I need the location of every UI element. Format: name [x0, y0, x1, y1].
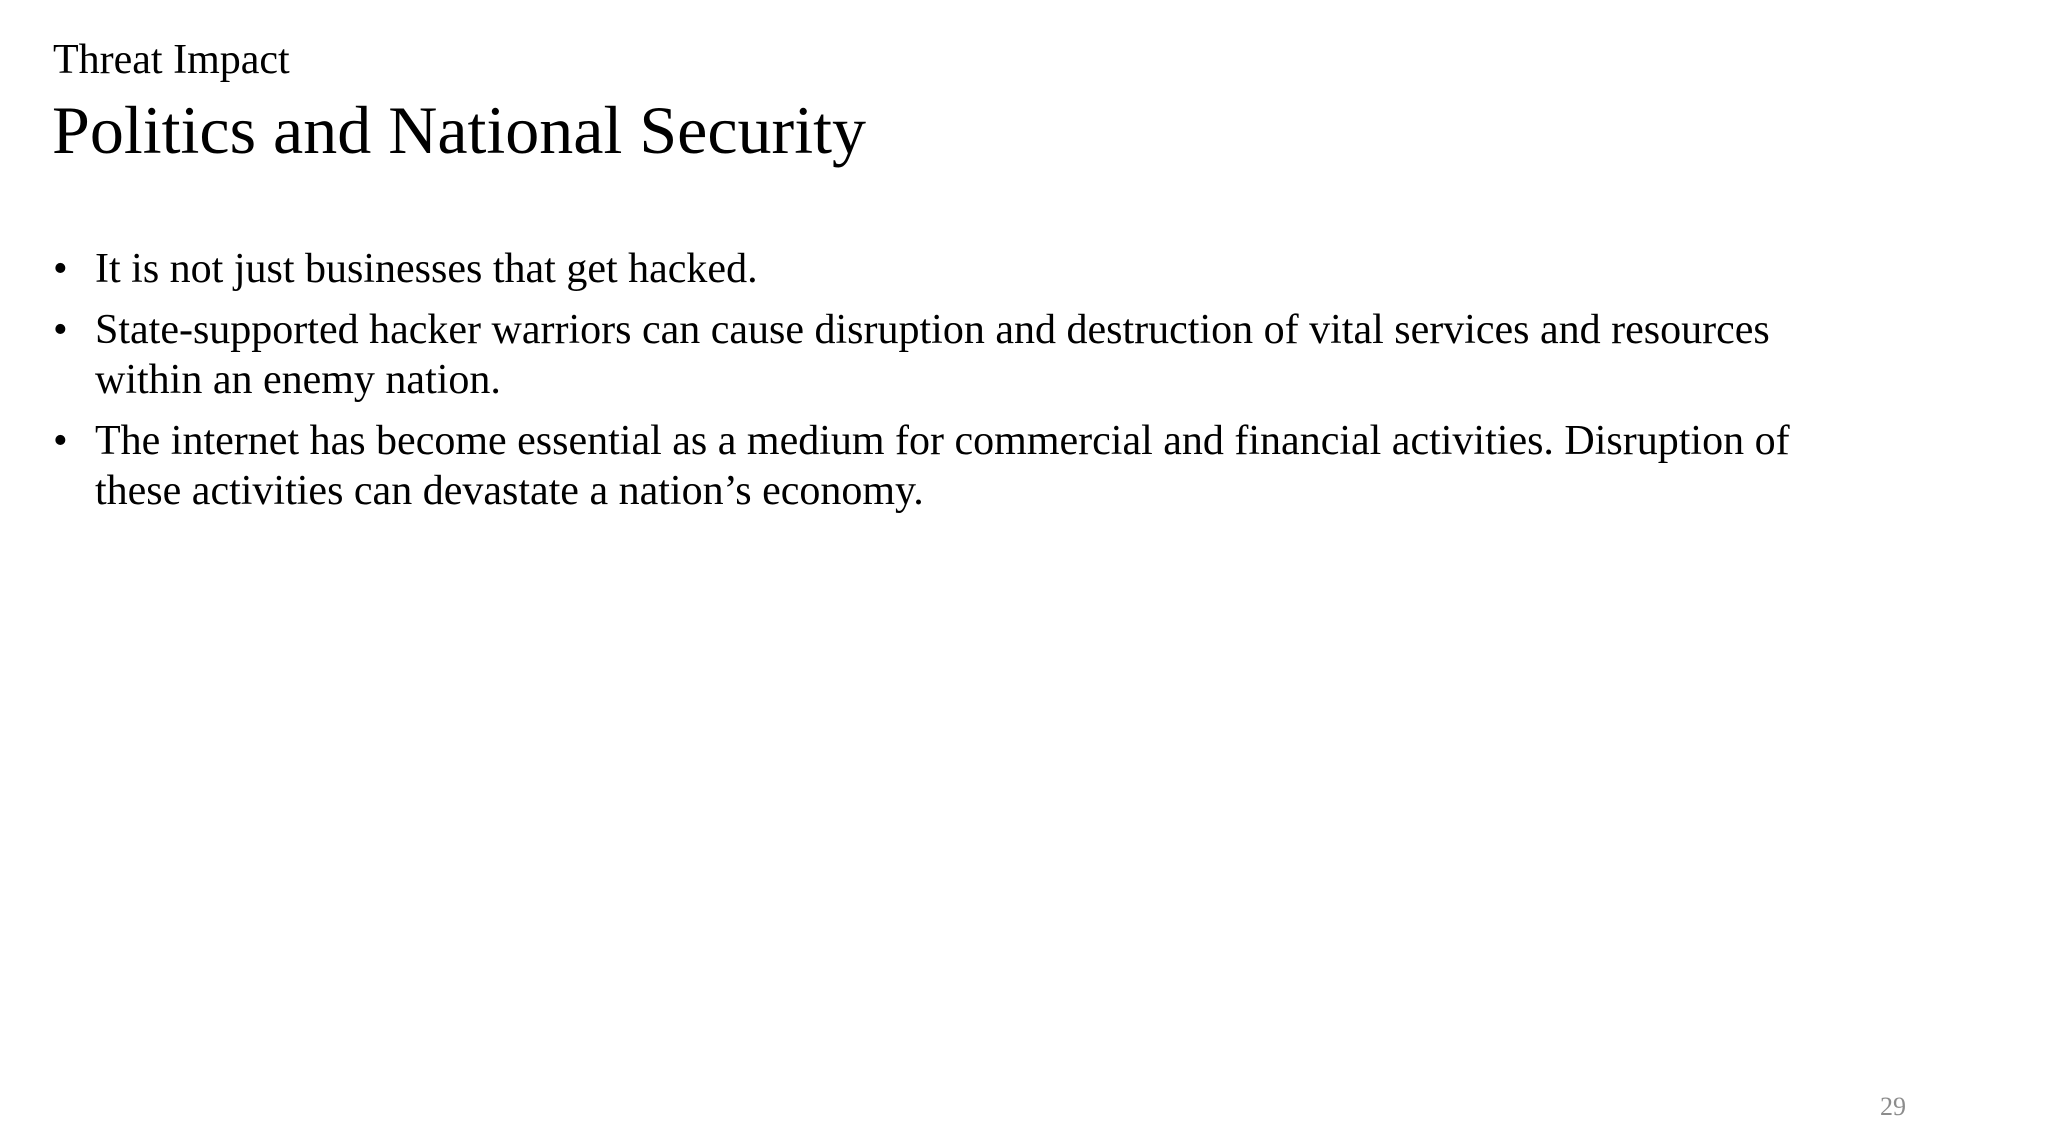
bullet-item	[53, 416, 1793, 516]
bullet-text: State-supported hacker warriors can cause disruption and destruction of vital services and resources within an enemy nation.	[95, 307, 1770, 403]
bullet-list	[53, 244, 1793, 527]
bullet-icon: •	[53, 246, 68, 292]
bullet-icon: •	[53, 418, 68, 464]
section-label: Threat Impact	[53, 37, 290, 83]
slide-title: Politics and National Security	[52, 92, 866, 168]
page-number: 29	[1880, 1092, 1906, 1121]
bullet-text: It is not just businesses that get hacked.	[95, 246, 758, 292]
bullet-icon: •	[53, 307, 68, 353]
bullet-item	[53, 244, 1793, 294]
bullet-item	[53, 305, 1793, 405]
bullet-text: The internet has become essential as a medium for commercial and financial activities. Disruption of these activities can devastate a nation’s economy.	[95, 418, 1790, 514]
